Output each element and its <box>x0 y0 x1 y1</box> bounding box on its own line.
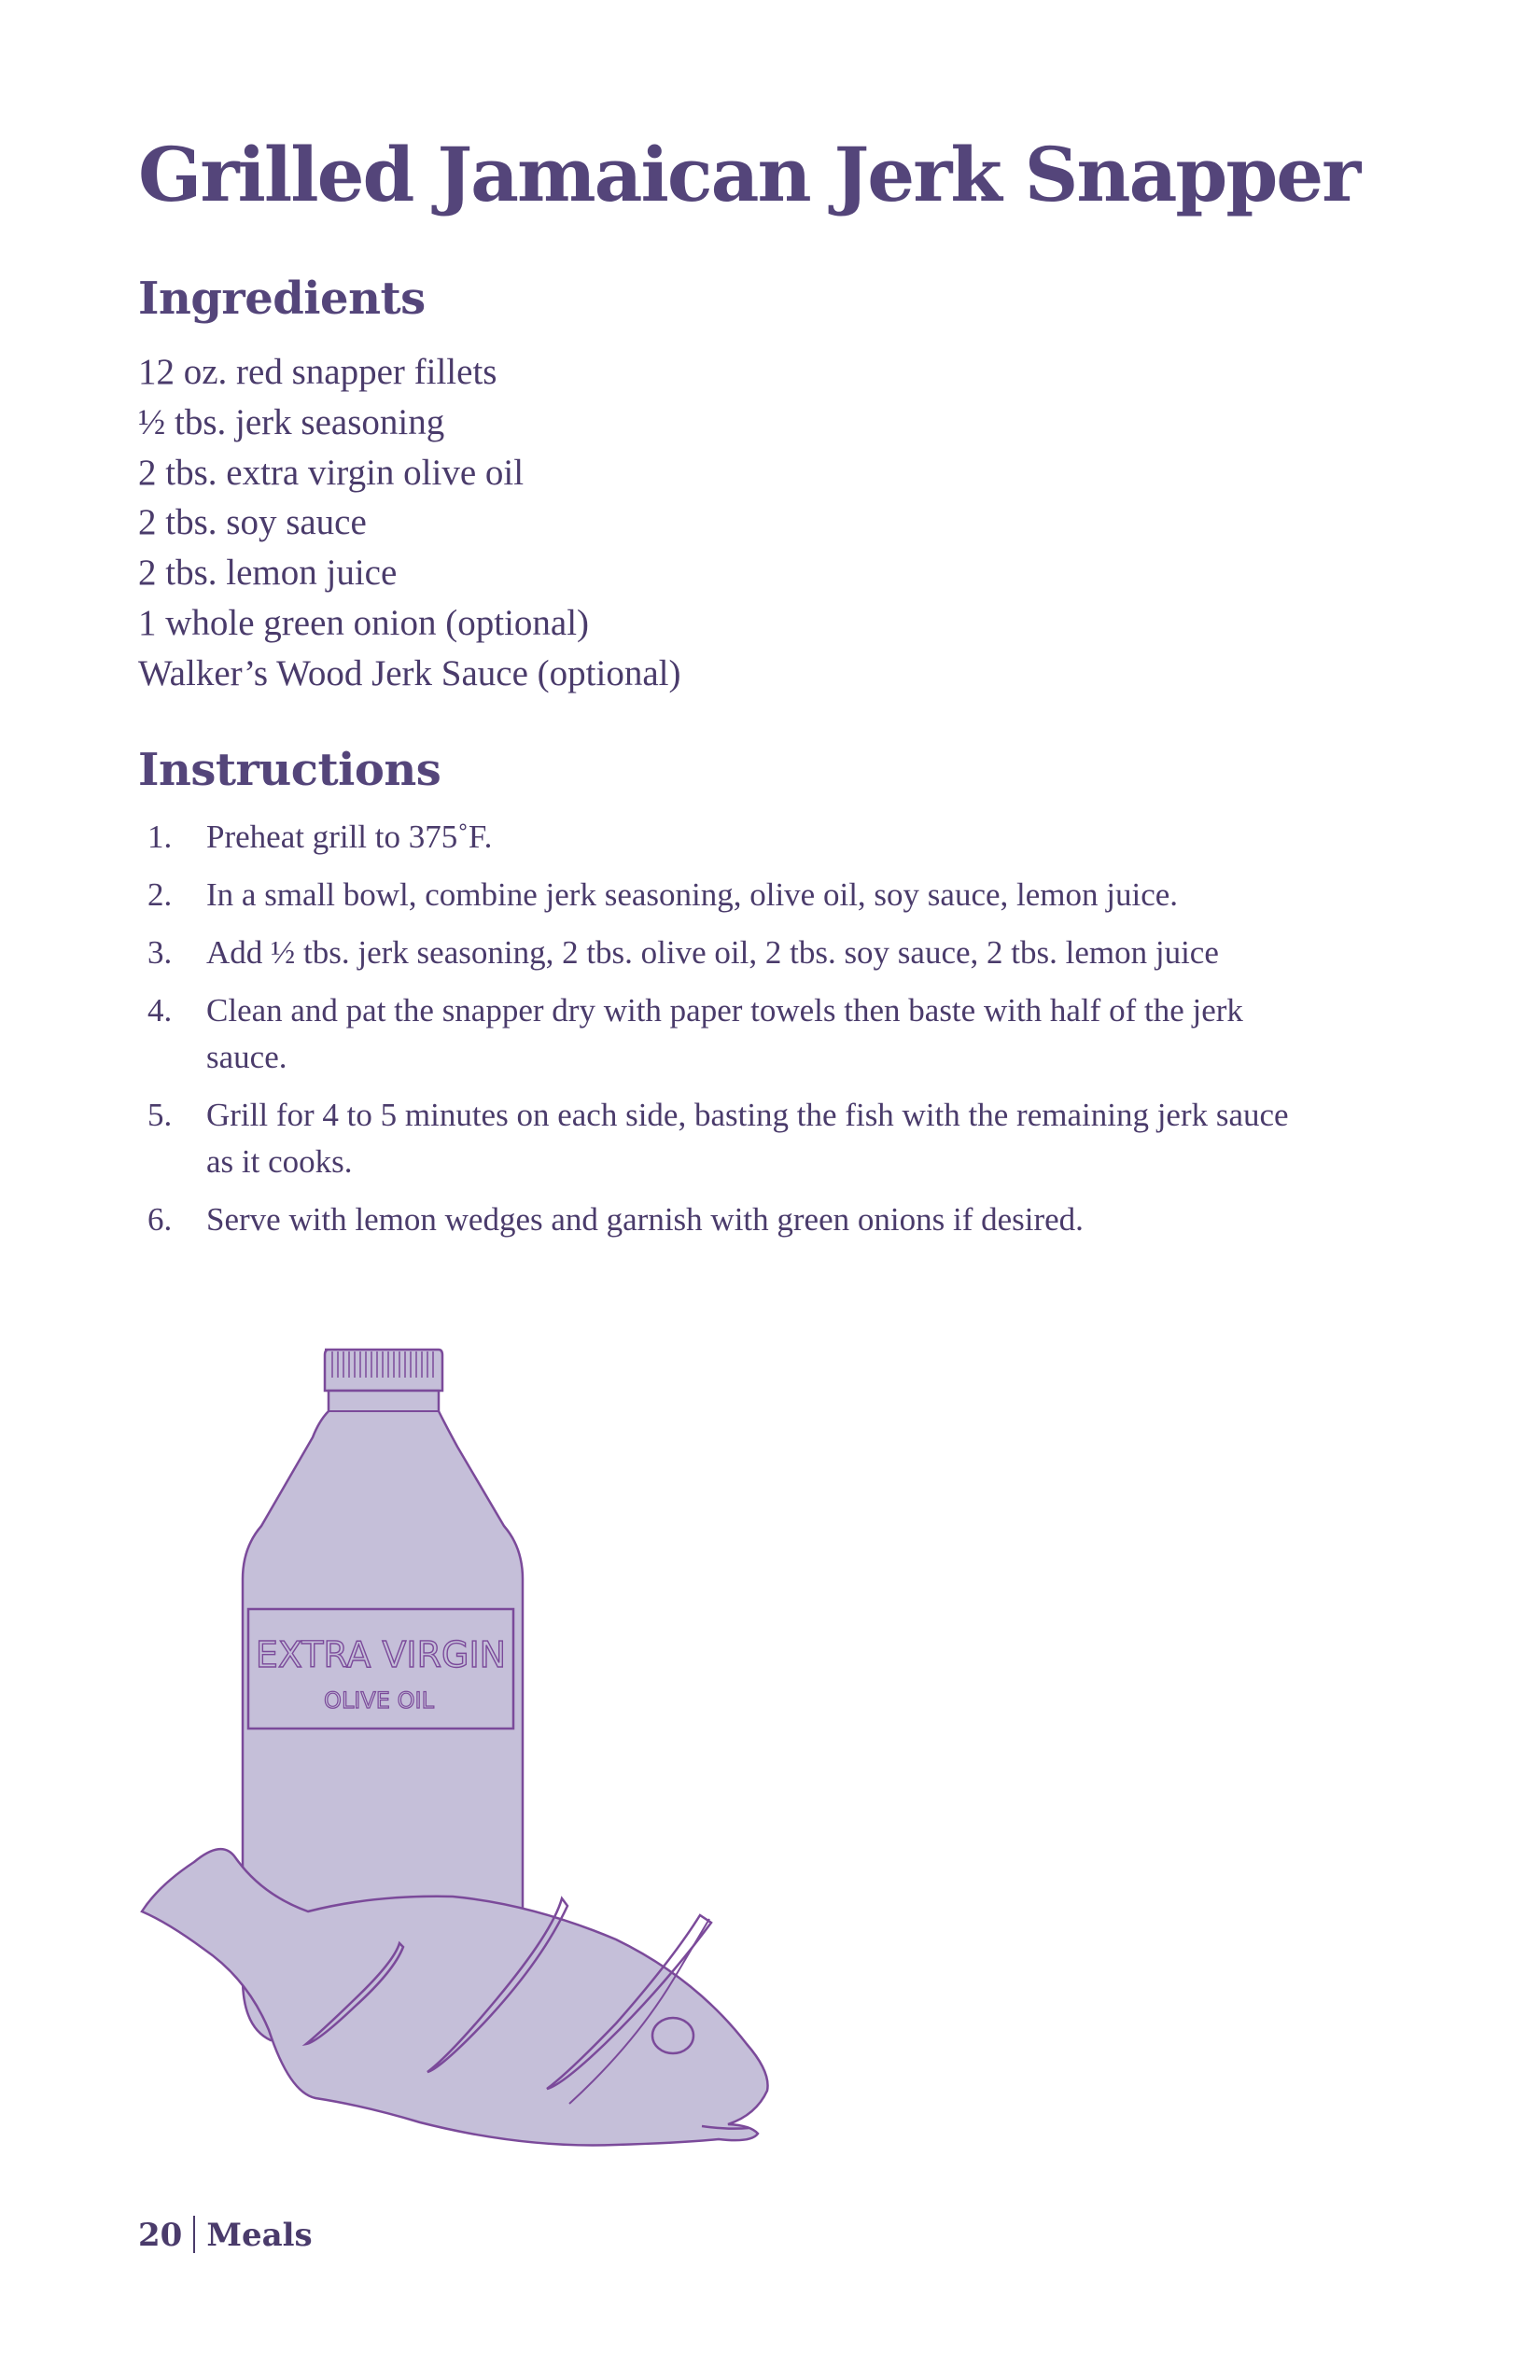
step-text: Clean and pat the snapper dry with paper towels then baste with half of the jerk sauce. <box>206 992 1243 1075</box>
ingredient-item: 2 tbs. extra virgin olive oil <box>138 452 525 493</box>
ingredient-item: ½ tbs. jerk seasoning <box>138 401 445 442</box>
step-number: 3. <box>147 934 173 971</box>
recipe-title: Grilled Jamaican Jerk Snapper <box>138 131 1360 218</box>
ingredient-item: 2 tbs. soy sauce <box>138 502 367 543</box>
bottle-cap <box>325 1350 442 1391</box>
section-name: Meals <box>206 2217 313 2254</box>
step-number: 5. <box>147 1097 173 1133</box>
step-number: 2. <box>147 876 173 913</box>
instruction-step <box>138 930 1445 976</box>
ingredients-heading: Ingredients <box>138 273 426 325</box>
step-text: Preheat grill to 375˚F. <box>206 819 493 855</box>
instruction-step <box>138 1197 1445 1243</box>
step-number: 1. <box>147 819 173 855</box>
instruction-step <box>138 814 1445 861</box>
footer-divider <box>193 2216 195 2253</box>
ingredient-item: 1 whole green onion (optional) <box>138 602 590 643</box>
bottle-label-line1: EXTRA VIRGIN <box>255 1634 507 1675</box>
ingredient-item: 12 oz. red snapper fillets <box>138 352 497 392</box>
instructions-heading: Instructions <box>138 744 441 796</box>
step-number: 4. <box>147 992 173 1029</box>
step-number: 6. <box>147 1201 173 1238</box>
instruction-step <box>138 872 1445 918</box>
ingredient-item: 2 tbs. lemon juice <box>138 553 398 594</box>
bottle-label-line2: OLIVE OIL <box>324 1687 434 1714</box>
ingredients-list <box>138 347 680 699</box>
step-text: Grill for 4 to 5 minutes on each side, basting the fish with the remaining jerk sauce as it cooks. <box>206 1097 1289 1180</box>
step-text: In a small bowl, combine jerk seasoning, olive oil, soy sauce, lemon juice. <box>206 876 1179 913</box>
illustration <box>131 1335 915 2156</box>
page-number: 20 <box>138 2217 183 2254</box>
step-text: Serve with lemon wedges and garnish with green onions if desired. <box>206 1201 1084 1238</box>
step-text: Add ½ tbs. jerk seasoning, 2 tbs. olive oil, 2 tbs. soy sauce, 2 tbs. lemon juice <box>206 934 1219 971</box>
instructions-list <box>138 814 1445 1254</box>
fish-eye <box>652 2018 693 2053</box>
page-footer <box>138 2216 313 2254</box>
ingredient-item: Walker’s Wood Jerk Sauce (optional) <box>138 652 681 693</box>
instruction-step <box>138 987 1445 1081</box>
instruction-step <box>138 1092 1445 1185</box>
